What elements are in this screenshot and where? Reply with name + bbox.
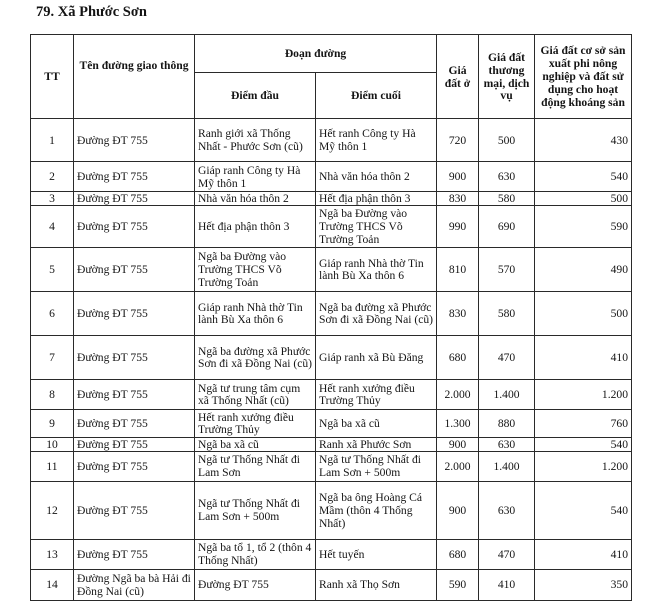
road-name: Đường ĐT 755 — [74, 205, 195, 247]
table-row — [31, 205, 632, 247]
residential-price: 900 — [437, 162, 479, 192]
residential-price: 830 — [437, 291, 479, 335]
table-row — [31, 192, 632, 206]
section-heading: 79. Xã Phước Sơn — [36, 4, 147, 20]
row-number: 2 — [31, 162, 74, 192]
land-price-table — [30, 34, 632, 601]
nonagri-price: 540 — [535, 481, 632, 539]
row-number: 8 — [31, 379, 74, 409]
end-point: Nhà văn hóa thôn 2 — [316, 162, 437, 192]
table-row — [31, 291, 632, 335]
end-point: Ngã ba đường xã Phước Sơn đi xã Đồng Nai (cũ) — [316, 291, 437, 335]
start-point: Hết địa phận thôn 3 — [195, 205, 316, 247]
start-point: Ngã tư trung tâm cụm xã Thống Nhất (cũ) — [195, 379, 316, 409]
header-commercial-price: Giá đất thương mại, dịch vụ — [479, 35, 535, 119]
residential-price: 990 — [437, 205, 479, 247]
row-number: 13 — [31, 539, 74, 569]
table-row — [31, 379, 632, 409]
row-number: 4 — [31, 205, 74, 247]
residential-price: 680 — [437, 539, 479, 569]
road-name: Đường ĐT 755 — [74, 162, 195, 192]
header-segment: Đoạn đường — [195, 35, 437, 73]
start-point: Ngã ba đường xã Phước Sơn đi xã Đồng Nai (cũ) — [195, 335, 316, 379]
row-number: 11 — [31, 451, 74, 481]
header-end-point: Điểm cuối — [316, 73, 437, 119]
start-point: Ngã ba Đường vào Trường THCS Võ Trường Toản — [195, 247, 316, 291]
header-residential-price: Giá đất ở — [437, 35, 479, 119]
nonagri-price: 410 — [535, 539, 632, 569]
start-point: Giáp ranh Nhà thờ Tin lành Bù Xa thôn 6 — [195, 291, 316, 335]
road-name: Đường ĐT 755 — [74, 192, 195, 206]
residential-price: 830 — [437, 192, 479, 206]
end-point: Ranh xã Thọ Sơn — [316, 569, 437, 600]
row-number: 1 — [31, 119, 74, 162]
end-point: Giáp ranh xã Bù Đăng — [316, 335, 437, 379]
table-row — [31, 539, 632, 569]
residential-price: 720 — [437, 119, 479, 162]
commercial-price: 470 — [479, 335, 535, 379]
table-row — [31, 409, 632, 437]
start-point: Giáp ranh Công ty Hà Mỹ thôn 1 — [195, 162, 316, 192]
start-point: Hết ranh xưởng điều Trường Thủy — [195, 409, 316, 437]
row-number: 14 — [31, 569, 74, 600]
table-row — [31, 335, 632, 379]
commercial-price: 690 — [479, 205, 535, 247]
row-number: 10 — [31, 437, 74, 451]
end-point: Giáp ranh Nhà thờ Tin lành Bù Xa thôn 6 — [316, 247, 437, 291]
nonagri-price: 1.200 — [535, 379, 632, 409]
start-point: Ngã ba tổ 1, tổ 2 (thôn 4 Thống Nhất) — [195, 539, 316, 569]
residential-price: 810 — [437, 247, 479, 291]
row-number: 9 — [31, 409, 74, 437]
table-row — [31, 119, 632, 162]
road-name: Đường ĐT 755 — [74, 247, 195, 291]
row-number: 3 — [31, 192, 74, 206]
start-point: Ngã tư Thống Nhất đi Lam Sơn + 500m — [195, 481, 316, 539]
residential-price: 590 — [437, 569, 479, 600]
commercial-price: 570 — [479, 247, 535, 291]
commercial-price: 630 — [479, 481, 535, 539]
nonagri-price: 760 — [535, 409, 632, 437]
end-point: Ngã tư Thống Nhất đi Lam Sơn + 500m — [316, 451, 437, 481]
start-point: Ngã ba xã cũ — [195, 437, 316, 451]
start-point: Nhà văn hóa thôn 2 — [195, 192, 316, 206]
row-number: 6 — [31, 291, 74, 335]
header-nonagri-price: Giá đất cơ sở sản xuất phi nông nghiệp và đất sử dụng cho hoạt động khoáng sản — [535, 35, 632, 119]
road-name: Đường ĐT 755 — [74, 119, 195, 162]
nonagri-price: 410 — [535, 335, 632, 379]
road-name: Đường ĐT 755 — [74, 335, 195, 379]
nonagri-price: 540 — [535, 162, 632, 192]
table-row — [31, 162, 632, 192]
nonagri-price: 430 — [535, 119, 632, 162]
table-row — [31, 247, 632, 291]
commercial-price: 630 — [479, 162, 535, 192]
nonagri-price: 590 — [535, 205, 632, 247]
nonagri-price: 1.200 — [535, 451, 632, 481]
commercial-price: 470 — [479, 539, 535, 569]
header-start-point: Điểm đầu — [195, 73, 316, 119]
row-number: 12 — [31, 481, 74, 539]
start-point: Đường ĐT 755 — [195, 569, 316, 600]
commercial-price: 580 — [479, 192, 535, 206]
road-name: Đường ĐT 755 — [74, 409, 195, 437]
road-name: Đường ĐT 755 — [74, 291, 195, 335]
row-number: 7 — [31, 335, 74, 379]
commercial-price: 410 — [479, 569, 535, 600]
residential-price: 900 — [437, 481, 479, 539]
start-point: Ranh giới xã Thống Nhất - Phước Sơn (cũ) — [195, 119, 316, 162]
residential-price: 2.000 — [437, 379, 479, 409]
residential-price: 680 — [437, 335, 479, 379]
road-name: Đường ĐT 755 — [74, 379, 195, 409]
table-row — [31, 481, 632, 539]
end-point: Ranh xã Phước Sơn — [316, 437, 437, 451]
header-road-name: Tên đường giao thông — [74, 35, 195, 119]
commercial-price: 880 — [479, 409, 535, 437]
road-name: Đường ĐT 755 — [74, 437, 195, 451]
road-name: Đường ĐT 755 — [74, 481, 195, 539]
header-tt: TT — [31, 35, 74, 119]
table-row — [31, 569, 632, 600]
residential-price: 900 — [437, 437, 479, 451]
commercial-price: 500 — [479, 119, 535, 162]
end-point: Ngã ba Đường vào Trường THCS Võ Trường Toản — [316, 205, 437, 247]
nonagri-price: 500 — [535, 192, 632, 206]
end-point: Hết tuyến — [316, 539, 437, 569]
end-point: Hết ranh xưởng điều Trường Thủy — [316, 379, 437, 409]
commercial-price: 630 — [479, 437, 535, 451]
commercial-price: 580 — [479, 291, 535, 335]
nonagri-price: 500 — [535, 291, 632, 335]
residential-price: 2.000 — [437, 451, 479, 481]
commercial-price: 1.400 — [479, 379, 535, 409]
nonagri-price: 540 — [535, 437, 632, 451]
commercial-price: 1.400 — [479, 451, 535, 481]
residential-price: 1.300 — [437, 409, 479, 437]
road-name: Đường ĐT 755 — [74, 451, 195, 481]
end-point: Ngã ba ông Hoàng Cá Mầm (thôn 4 Thống Nhất) — [316, 481, 437, 539]
road-name: Đường ĐT 755 — [74, 539, 195, 569]
table-row — [31, 437, 632, 451]
nonagri-price: 490 — [535, 247, 632, 291]
end-point: Ngã ba xã cũ — [316, 409, 437, 437]
end-point: Hết ranh Công ty Hà Mỹ thôn 1 — [316, 119, 437, 162]
road-name: Đường Ngã ba bà Hải đi Đồng Nai (cũ) — [74, 569, 195, 600]
table-row — [31, 451, 632, 481]
nonagri-price: 350 — [535, 569, 632, 600]
end-point: Hết địa phận thôn 3 — [316, 192, 437, 206]
row-number: 5 — [31, 247, 74, 291]
start-point: Ngã tư Thống Nhất đi Lam Sơn — [195, 451, 316, 481]
